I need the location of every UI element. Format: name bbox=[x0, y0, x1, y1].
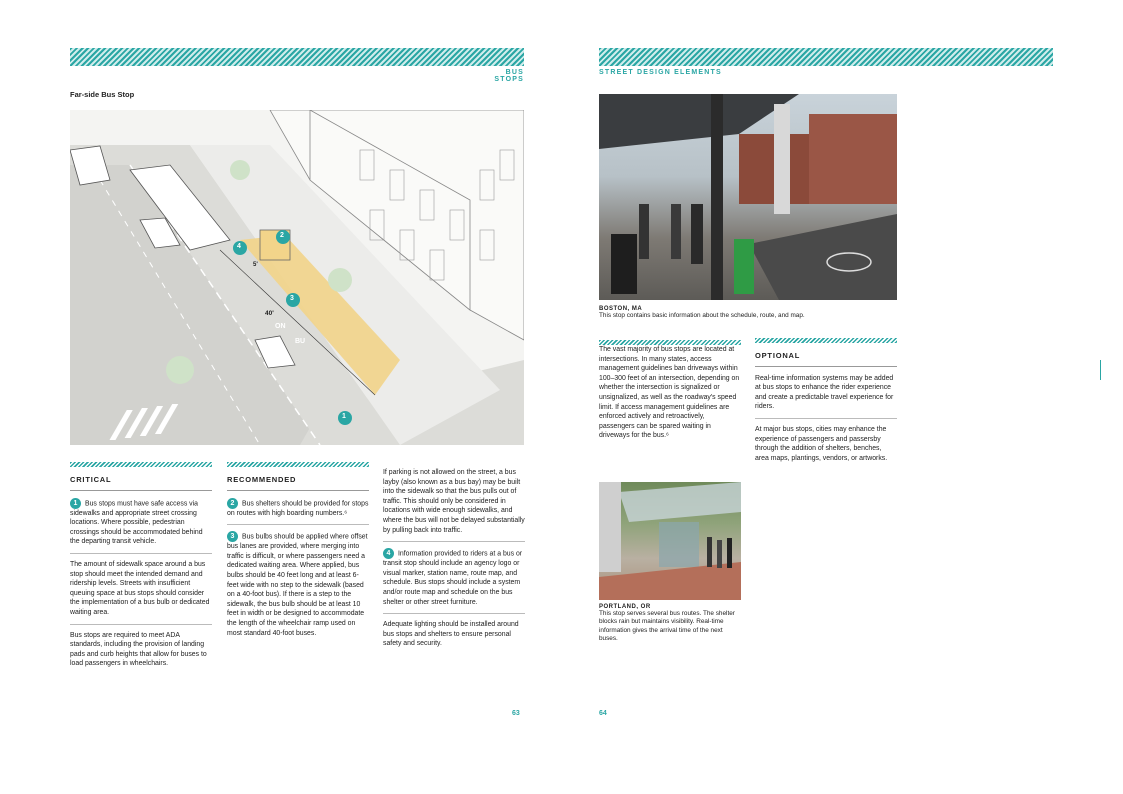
recommended-accent-bar bbox=[227, 462, 369, 467]
number-badge-1: 1 bbox=[70, 498, 81, 509]
figure-title: Far-side Bus Stop bbox=[70, 90, 135, 99]
photo-1-caption bbox=[599, 306, 897, 320]
recommended-item-3-text: Bus bulbs should be applied where offset bus lanes are provided, where merging into traffic is difficult, or where passengers need a dedicated waiting area. Where applied, bus bulbs should be 40 feet long and at least 6-feet wide with no step to the sidewalk (based on a 40-foot bus). If there is a step to the sidewalk, the bus bulb should be at least 10 feet in width or be designed to accommodate the length of the wheelchair ramp used on most standard 40-foot buses. bbox=[227, 533, 368, 637]
photo-boston-bus-stop bbox=[599, 94, 897, 300]
road-marking-on: ON bbox=[275, 323, 286, 330]
text-column-3 bbox=[383, 468, 525, 661]
marker-3-label: 3 bbox=[290, 295, 294, 302]
intersection-column bbox=[599, 340, 741, 453]
page-number-right: 64 bbox=[599, 710, 607, 717]
photo-2-city: PORTLAND, OR bbox=[599, 604, 651, 610]
recommended-item-2 bbox=[227, 498, 369, 526]
photo-2-caption-text: This stop serves several bus routes. The shelter blocks rain but maintains visibility. Real-time information gives the arrival time of the next buses. bbox=[599, 610, 735, 643]
dimension-5ft: 5' bbox=[253, 262, 258, 268]
bus-stop-diagram bbox=[70, 110, 524, 445]
critical-column bbox=[70, 462, 212, 681]
section-header-bar-right bbox=[599, 48, 1053, 66]
optional-paragraph-1: Real-time information systems may be added at bus stops to enhance the rider experience and create a predictable travel experience for riders. bbox=[755, 374, 897, 419]
section-label-street-design: STREET DESIGN ELEMENTS bbox=[599, 69, 722, 76]
recommended-column bbox=[227, 462, 369, 650]
intersection-paragraph: The vast majority of bus stops are located at intersections. In many states, access management guidelines ban driveways within 100–300 feet of an intersection, depending on whether the intersection is signalized or unsignalized, as well as the roadway's speed limit. If access management guidelines are enforced actively and retroactively, passengers can be spared waiting in driveways for the bus.⁶ bbox=[599, 346, 740, 440]
optional-paragraph-2: At major bus stops, cities may enhance the experience of passengers and passersby through the addition of shelters, benches, area maps, plantings, vendors, or artworks. bbox=[755, 425, 888, 462]
critical-paragraph-3: Bus stops are required to meet ADA standards, including the provision of landing pads and curb heights that allow for buses to load passengers in wheelchairs. bbox=[70, 631, 207, 668]
page-edge-mark bbox=[1100, 360, 1101, 380]
marker-4-label: 4 bbox=[237, 243, 241, 250]
critical-item-1 bbox=[70, 498, 212, 554]
recommended-heading: RECOMMENDED bbox=[227, 469, 369, 491]
recommended-item-2-text: Bus shelters should be provided for stops on routes with high boarding numbers.⁶ bbox=[227, 499, 369, 517]
section-header-bar-left bbox=[70, 48, 524, 66]
dimension-40ft: 40' bbox=[265, 310, 274, 317]
photo-1-caption-text: This stop contains basic information about the schedule, route, and map. bbox=[599, 312, 805, 319]
optional-column bbox=[755, 338, 897, 475]
critical-heading: CRITICAL bbox=[70, 469, 212, 491]
recommended-item-4-text: Information provided to riders at a bus or transit stop should include an agency logo or visual marker, station name, route map, and schedule. Bus stops should include a system and/or route map and schedule on the bus shelter or other street furniture. bbox=[383, 550, 523, 606]
photo-1-city: BOSTON, MA bbox=[599, 306, 643, 312]
lighting-paragraph: Adequate lighting should be installed around bus stops and shelters to ensure personal safety and security. bbox=[383, 621, 519, 648]
marker-1-label: 1 bbox=[342, 413, 346, 420]
recommended-item-4 bbox=[383, 548, 525, 614]
section-label-bus-stops: BUS STOPS bbox=[494, 69, 524, 83]
layby-paragraph: If parking is not allowed on the street, a bus layby (also known as a bus bay) may be built into the sidewalk so that the bus pulls out of traffic. This should only be considered in locations with wide enough sidewalks, and where the bus will not be delayed substantially by pulling back into traffic. bbox=[383, 468, 525, 542]
optional-heading: OPTIONAL bbox=[755, 345, 897, 367]
number-badge-2: 2 bbox=[227, 498, 238, 509]
number-badge-4: 4 bbox=[383, 548, 394, 559]
optional-accent-bar bbox=[755, 338, 897, 343]
critical-accent-bar bbox=[70, 462, 212, 467]
photo-2-caption bbox=[599, 604, 741, 644]
intersection-accent-bar bbox=[599, 340, 741, 345]
critical-item-1-text: Bus stops must have safe access via sidewalks and appropriate street crossing locations. Where possible, pedestrian crossings should be accommodated behind the departing transit vehicle. bbox=[70, 499, 203, 546]
critical-paragraph-2: The amount of sidewalk space around a bus stop should meet the intended demand and ridership levels. Streets with insufficient queuing space at bus stops should consider the implementation of a bus bulb or dedicated waiting area. bbox=[70, 560, 212, 625]
photo-portland-bus-stop bbox=[599, 482, 741, 600]
street-illustration bbox=[70, 110, 524, 445]
recommended-item-3 bbox=[227, 531, 369, 644]
marker-2-label: 2 bbox=[280, 232, 284, 239]
number-badge-3: 3 bbox=[227, 531, 238, 542]
road-marking-bus: BU bbox=[295, 338, 306, 345]
page-number-left: 63 bbox=[512, 710, 520, 717]
